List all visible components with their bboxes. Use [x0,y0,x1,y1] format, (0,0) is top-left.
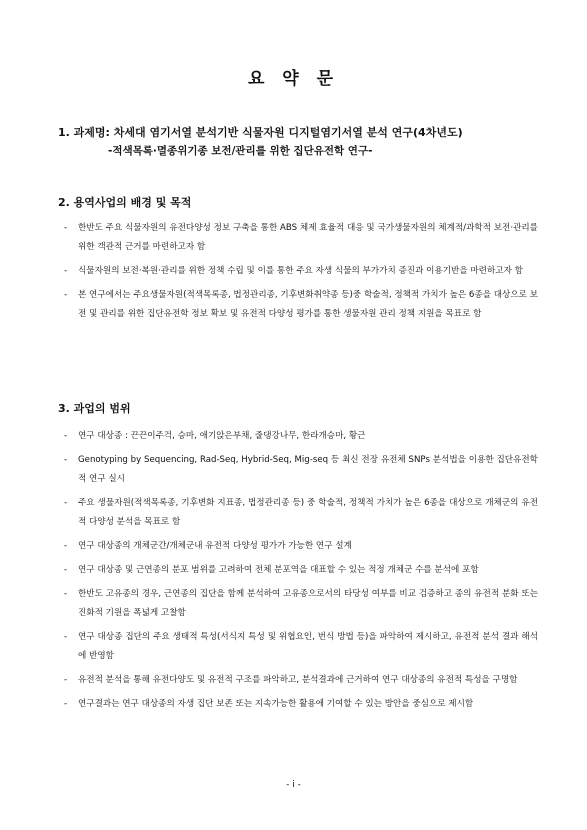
list-item: - 연구 대상종 : 끈끈이주걱, 승마, 애기앉은부채, 줄댕강나무, 한라개승마, 황근 [64,431,366,441]
section-3-list [62,427,538,714]
list-item: - 한반도 주요 식물자원의 유전다양성 정보 구축을 통한 ABS 체제 효율적 대응 및 국가생물자원의 체계적/과학적 보전·관리를 위한 객관적 근거를 마련하고자 함 [64,223,538,252]
section-1-subtitle: -적색목록·멸종위기종 보전/관리를 위한 집단유전학 연구- [108,145,373,157]
section-2-heading: 2. 용역사업의 배경 및 목적 [58,196,192,209]
list-item: - 연구 대상종의 개체군간/개체군내 유전적 다양성 평가가 가능한 연구 설계 [64,541,352,551]
list-item: - 연구 대상종 집단의 주요 생태적 특성(서식지 특성 및 위협요인, 번식 방법 등)을 파악하여 제시하고, 유전적 분석 결과 해석에 반영함 [64,632,538,661]
list-item: - Genotyping by Sequencing, Rad-Seq, Hybrid-Seq, Mig-seq 등 최신 전장 유전체 SNPs 분석법을 이용한 집단유전학적 연구 실시 [64,455,538,484]
list-item: - 연구결과는 연구 대상종의 자생 집단 보존 또는 지속가능한 활용에 기여할 수 있는 방안을 중심으로 제시함 [64,699,474,709]
list-item: - 한반도 고유종의 경우, 근연종의 집단을 함께 분석하여 고유종으로서의 타당성 여부를 비교 검증하고 종의 유전적 분화 또는 진화적 기원을 폭넓게 고찰함 [64,589,538,618]
section-1-heading: 1. 과제명: 차세대 염기서열 분석기반 식물자원 디지털염기서열 분석 연구(4차년도) [58,126,463,139]
page-title: 요 약 문 [247,69,340,89]
page-number: - i - [286,780,301,790]
list-item: - 본 연구에서는 주요생물자원(적색목록종, 법정관리종, 기후변화취약종 등)중 학술적, 정책적 가치가 높은 6종을 대상으로 보전 및 관리를 위한 집단유전학 정보 확보 및 유전적 다양성 평가를 통한 생물자원 관리 정책 지원을 목표로 함 [64,290,538,319]
section-3-heading: 3. 과업의 범위 [58,402,131,415]
list-item: - 식물자원의 보전·복원·관리를 위한 정책 수립 및 이를 통한 주요 자생 식물의 부가가치 증진과 이용기반을 마련하고자 함 [64,266,523,276]
list-item: - 주요 생물자원(적색목록종, 기후변화 지표종, 법정관리종 등) 중 학술적, 정책적 가치가 높은 6종을 대상으로 개체군의 유전적 다양성 분석을 목표로 함 [64,498,538,527]
list-item: - 유전적 분석을 통해 유전다양도 및 유전적 구조를 파악하고, 분석결과에 근거하여 연구 대상종의 유전적 특성을 구명함 [64,675,518,685]
section-2-list [62,219,538,324]
list-item: - 연구 대상종 및 근연종의 분포 범위를 고려하여 전체 분포역을 대표할 수 있는 적정 개체군 수를 분석에 포함 [64,565,479,575]
